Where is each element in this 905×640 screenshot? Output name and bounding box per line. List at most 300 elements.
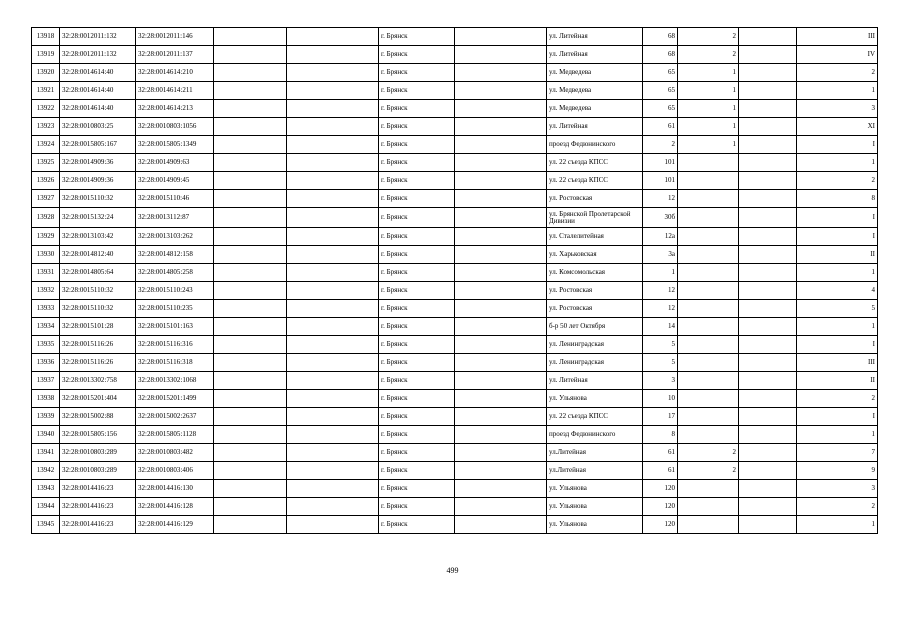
house-number-cell: 120 [643,498,678,516]
premises-number-cell: 1 [797,82,878,100]
room-cadastral-cell: 32:28:0014812:158 [136,246,214,264]
room-cadastral-cell: 32:28:0015805:1349 [136,136,214,154]
row-id-cell: 13942 [32,462,60,480]
street-cell: ул.Литейная [547,462,643,480]
empty-cell [287,408,379,426]
empty-cell [739,444,797,462]
row-id-cell: 13929 [32,228,60,246]
city-cell: г. Брянск [379,444,455,462]
table-row [32,154,878,172]
room-cadastral-cell: 32:28:0014416:129 [136,516,214,534]
street-cell: ул. Литейная [547,372,643,390]
table-row [32,444,878,462]
row-id-cell: 13932 [32,282,60,300]
row-id-cell: 13927 [32,190,60,208]
table-row [32,46,878,64]
floor-cell: 2 [678,46,739,64]
house-number-cell: 12 [643,282,678,300]
house-number-cell: 120 [643,480,678,498]
premises-number-cell: 3 [797,100,878,118]
empty-cell [739,46,797,64]
row-id-cell: 13926 [32,172,60,190]
premises-number-cell: XI [797,118,878,136]
row-id-cell: 13933 [32,300,60,318]
street-cell: ул. Медведева [547,64,643,82]
empty-cell [739,300,797,318]
city-cell: г. Брянск [379,372,455,390]
floor-cell [678,354,739,372]
table-row [32,300,878,318]
house-number-cell: 65 [643,100,678,118]
floor-cell: 1 [678,82,739,100]
city-cell: г. Брянск [379,246,455,264]
empty-cell [287,498,379,516]
empty-cell [214,28,287,46]
empty-cell [287,46,379,64]
cadastral-number-cell: 32:28:0014416:23 [60,480,136,498]
row-id-cell: 13920 [32,64,60,82]
city-cell: г. Брянск [379,190,455,208]
house-number-cell: 5 [643,354,678,372]
cadastral-number-cell: 32:28:0015805:156 [60,426,136,444]
empty-cell [214,190,287,208]
empty-cell [455,28,547,46]
row-id-cell: 13940 [32,426,60,444]
table-row [32,172,878,190]
city-cell: г. Брянск [379,118,455,136]
house-number-cell: 1 [643,264,678,282]
house-number-cell: 68 [643,28,678,46]
empty-cell [739,354,797,372]
cadastral-number-cell: 32:28:0013103:42 [60,228,136,246]
empty-cell [287,136,379,154]
empty-cell [455,516,547,534]
floor-cell [678,498,739,516]
room-cadastral-cell: 32:28:0010803:1056 [136,118,214,136]
street-cell: ул. Ленинградская [547,336,643,354]
empty-cell [287,264,379,282]
empty-cell [287,462,379,480]
room-cadastral-cell: 32:28:0015110:46 [136,190,214,208]
empty-cell [739,28,797,46]
empty-cell [739,208,797,228]
empty-cell [455,100,547,118]
floor-cell: 1 [678,64,739,82]
street-cell: ул. Ульянова [547,498,643,516]
empty-cell [214,64,287,82]
empty-cell [739,264,797,282]
house-number-cell: 65 [643,82,678,100]
room-cadastral-cell: 32:28:0014614:210 [136,64,214,82]
house-number-cell: 65 [643,64,678,82]
house-number-cell: 61 [643,462,678,480]
premises-number-cell: II [797,246,878,264]
empty-cell [214,282,287,300]
room-cadastral-cell: 32:28:0014805:258 [136,264,214,282]
empty-cell [455,372,547,390]
empty-cell [455,408,547,426]
floor-cell: 1 [678,118,739,136]
empty-cell [739,282,797,300]
cadastral-number-cell: 32:28:0013302:758 [60,372,136,390]
empty-cell [287,480,379,498]
empty-cell [214,318,287,336]
street-cell: ул. Ростовская [547,300,643,318]
table-row [32,246,878,264]
empty-cell [287,208,379,228]
cadastral-number-cell: 32:28:0015805:167 [60,136,136,154]
empty-cell [455,354,547,372]
empty-cell [287,118,379,136]
city-cell: г. Брянск [379,264,455,282]
table-row [32,264,878,282]
empty-cell [455,300,547,318]
street-cell: ул. Брянской Пролетарской Дивизии [547,208,643,228]
premises-number-cell: 1 [797,426,878,444]
cadastral-number-cell: 32:28:0014416:23 [60,516,136,534]
premises-number-cell: 9 [797,462,878,480]
table-row [32,282,878,300]
empty-cell [455,480,547,498]
row-id-cell: 13935 [32,336,60,354]
table-row [32,190,878,208]
empty-cell [287,390,379,408]
house-number-cell: 3 [643,372,678,390]
cadastral-number-cell: 32:28:0010803:289 [60,462,136,480]
room-cadastral-cell: 32:28:0015116:316 [136,336,214,354]
empty-cell [739,408,797,426]
room-cadastral-cell: 32:28:0014909:63 [136,154,214,172]
cadastral-number-cell: 32:28:0015110:32 [60,190,136,208]
row-id-cell: 13924 [32,136,60,154]
street-cell: ул. Литейная [547,28,643,46]
premises-number-cell: 2 [797,498,878,516]
table-row [32,408,878,426]
floor-cell [678,154,739,172]
empty-cell [455,228,547,246]
empty-cell [214,462,287,480]
table-row [32,318,878,336]
room-cadastral-cell: 32:28:0013302:1068 [136,372,214,390]
floor-cell: 2 [678,444,739,462]
house-number-cell: 12 [643,300,678,318]
row-id-cell: 13931 [32,264,60,282]
street-cell: ул. 22 съезда КПСС [547,172,643,190]
empty-cell [287,372,379,390]
room-cadastral-cell: 32:28:0014909:45 [136,172,214,190]
row-id-cell: 13918 [32,28,60,46]
cadastral-number-cell: 32:28:0014416:23 [60,498,136,516]
floor-cell [678,190,739,208]
empty-cell [214,354,287,372]
empty-cell [455,426,547,444]
empty-cell [455,498,547,516]
city-cell: г. Брянск [379,336,455,354]
room-cadastral-cell: 32:28:0015110:243 [136,282,214,300]
row-id-cell: 13928 [32,208,60,228]
city-cell: г. Брянск [379,354,455,372]
cadastral-number-cell: 32:28:0012011:132 [60,28,136,46]
street-cell: ул. Литейная [547,118,643,136]
city-cell: г. Брянск [379,136,455,154]
empty-cell [214,208,287,228]
street-cell: ул. 22 съезда КПСС [547,408,643,426]
house-number-cell: 17 [643,408,678,426]
floor-cell [678,318,739,336]
city-cell: г. Брянск [379,82,455,100]
empty-cell [455,154,547,172]
city-cell: г. Брянск [379,408,455,426]
row-id-cell: 13923 [32,118,60,136]
room-cadastral-cell: 32:28:0012011:137 [136,46,214,64]
empty-cell [739,462,797,480]
premises-number-cell: I [797,336,878,354]
row-id-cell: 13945 [32,516,60,534]
room-cadastral-cell: 32:28:0015101:163 [136,318,214,336]
table-row [32,498,878,516]
table-row [32,426,878,444]
empty-cell [287,282,379,300]
cadastral-number-cell: 32:28:0015101:28 [60,318,136,336]
city-cell: г. Брянск [379,28,455,46]
table-row [32,354,878,372]
room-cadastral-cell: 32:28:0014416:128 [136,498,214,516]
empty-cell [214,426,287,444]
floor-cell [678,282,739,300]
street-cell: ул. Комсомольская [547,264,643,282]
empty-cell [214,82,287,100]
floor-cell: 2 [678,28,739,46]
empty-cell [287,426,379,444]
row-id-cell: 13921 [32,82,60,100]
premises-number-cell: III [797,354,878,372]
room-cadastral-cell: 32:28:0012011:146 [136,28,214,46]
room-cadastral-cell: 32:28:0010803:482 [136,444,214,462]
empty-cell [214,46,287,64]
table-row [32,136,878,154]
table-row [32,28,878,46]
empty-cell [287,190,379,208]
premises-number-cell: 1 [797,318,878,336]
street-cell: ул. Медведева [547,82,643,100]
empty-cell [214,498,287,516]
table-row [32,516,878,534]
empty-cell [739,318,797,336]
table-row [32,372,878,390]
page-number: 499 [446,566,459,575]
premises-number-cell: 2 [797,172,878,190]
empty-cell [214,136,287,154]
empty-cell [287,516,379,534]
room-cadastral-cell: 32:28:0013112:87 [136,208,214,228]
empty-cell [739,516,797,534]
cadastral-number-cell: 32:28:0014614:40 [60,100,136,118]
floor-cell [678,246,739,264]
empty-cell [287,64,379,82]
empty-cell [214,228,287,246]
room-cadastral-cell: 32:28:0015110:235 [136,300,214,318]
empty-cell [287,154,379,172]
premises-number-cell: 1 [797,154,878,172]
empty-cell [455,462,547,480]
cadastral-number-cell: 32:28:0015110:32 [60,300,136,318]
premises-number-cell: 1 [797,516,878,534]
cadastral-number-cell: 32:28:0015201:404 [60,390,136,408]
house-number-cell: 12а [643,228,678,246]
city-cell: г. Брянск [379,462,455,480]
cadastral-number-cell: 32:28:0015116:26 [60,354,136,372]
empty-cell [455,282,547,300]
empty-cell [455,64,547,82]
house-number-cell: 12 [643,190,678,208]
floor-cell [678,228,739,246]
empty-cell [287,354,379,372]
street-cell: ул. Сталелитейная [547,228,643,246]
premises-number-cell: 5 [797,300,878,318]
city-cell: г. Брянск [379,172,455,190]
room-cadastral-cell: 32:28:0014614:211 [136,82,214,100]
room-cadastral-cell: 32:28:0015002:2637 [136,408,214,426]
empty-cell [739,336,797,354]
street-cell: ул.Литейная [547,444,643,462]
room-cadastral-cell: 32:28:0014614:213 [136,100,214,118]
premises-number-cell: 3 [797,480,878,498]
empty-cell [214,246,287,264]
floor-cell [678,516,739,534]
empty-cell [739,246,797,264]
cadastral-number-cell: 32:28:0012011:132 [60,46,136,64]
empty-cell [739,100,797,118]
street-cell: ул. Ростовская [547,282,643,300]
empty-cell [287,336,379,354]
empty-cell [455,118,547,136]
empty-cell [214,264,287,282]
table-row [32,228,878,246]
cadastral-number-cell: 32:28:0015110:32 [60,282,136,300]
city-cell: г. Брянск [379,100,455,118]
table-row [32,480,878,498]
premises-number-cell: 4 [797,282,878,300]
house-number-cell: 3а [643,246,678,264]
floor-cell [678,208,739,228]
table-row [32,462,878,480]
empty-cell [455,318,547,336]
empty-cell [739,82,797,100]
floor-cell [678,300,739,318]
premises-number-cell: I [797,136,878,154]
room-cadastral-cell: 32:28:0015805:1128 [136,426,214,444]
premises-number-cell: II [797,372,878,390]
row-id-cell: 13936 [32,354,60,372]
row-id-cell: 13922 [32,100,60,118]
room-cadastral-cell: 32:28:0013103:262 [136,228,214,246]
cadastral-number-cell: 32:28:0010803:25 [60,118,136,136]
empty-cell [739,228,797,246]
house-number-cell: 61 [643,444,678,462]
empty-cell [739,154,797,172]
premises-number-cell: I [797,408,878,426]
street-cell: ул. Ленинградская [547,354,643,372]
empty-cell [287,228,379,246]
empty-cell [214,172,287,190]
empty-cell [739,64,797,82]
empty-cell [455,390,547,408]
room-cadastral-cell: 32:28:0015201:1499 [136,390,214,408]
empty-cell [287,300,379,318]
city-cell: г. Брянск [379,516,455,534]
house-number-cell: 61 [643,118,678,136]
empty-cell [455,246,547,264]
cadastral-number-cell: 32:28:0015132:24 [60,208,136,228]
city-cell: г. Брянск [379,154,455,172]
premises-number-cell: I [797,228,878,246]
cadastral-number-cell: 32:28:0014909:36 [60,154,136,172]
floor-cell [678,372,739,390]
floor-cell: 2 [678,462,739,480]
row-id-cell: 13930 [32,246,60,264]
table-row [32,208,878,228]
table-row [32,390,878,408]
city-cell: г. Брянск [379,300,455,318]
empty-cell [214,390,287,408]
house-number-cell: 30б [643,208,678,228]
row-id-cell: 13939 [32,408,60,426]
premises-number-cell: I [797,208,878,228]
floor-cell [678,390,739,408]
empty-cell [214,118,287,136]
city-cell: г. Брянск [379,390,455,408]
city-cell: г. Брянск [379,64,455,82]
floor-cell: 1 [678,136,739,154]
premises-number-cell: 8 [797,190,878,208]
table-row [32,82,878,100]
registry-table [31,27,878,534]
floor-cell [678,408,739,426]
empty-cell [214,100,287,118]
table-row [32,64,878,82]
premises-number-cell: 2 [797,64,878,82]
row-id-cell: 13943 [32,480,60,498]
cadastral-number-cell: 32:28:0015002:88 [60,408,136,426]
empty-cell [455,46,547,64]
house-number-cell: 14 [643,318,678,336]
premises-number-cell: III [797,28,878,46]
house-number-cell: 68 [643,46,678,64]
premises-number-cell: 1 [797,264,878,282]
street-cell: ул. Харьковская [547,246,643,264]
cadastral-number-cell: 32:28:0015116:26 [60,336,136,354]
row-id-cell: 13919 [32,46,60,64]
house-number-cell: 2 [643,136,678,154]
empty-cell [739,136,797,154]
empty-cell [214,408,287,426]
cadastral-number-cell: 32:28:0014812:40 [60,246,136,264]
house-number-cell: 8 [643,426,678,444]
premises-number-cell: 7 [797,444,878,462]
floor-cell [678,264,739,282]
cadastral-number-cell: 32:28:0014614:40 [60,82,136,100]
empty-cell [214,516,287,534]
row-id-cell: 13937 [32,372,60,390]
street-cell: проезд Федюнинского [547,426,643,444]
table-body [32,28,878,534]
floor-cell: 1 [678,100,739,118]
row-id-cell: 13938 [32,390,60,408]
row-id-cell: 13925 [32,154,60,172]
street-cell: ул. Ульянова [547,516,643,534]
empty-cell [455,172,547,190]
empty-cell [455,264,547,282]
